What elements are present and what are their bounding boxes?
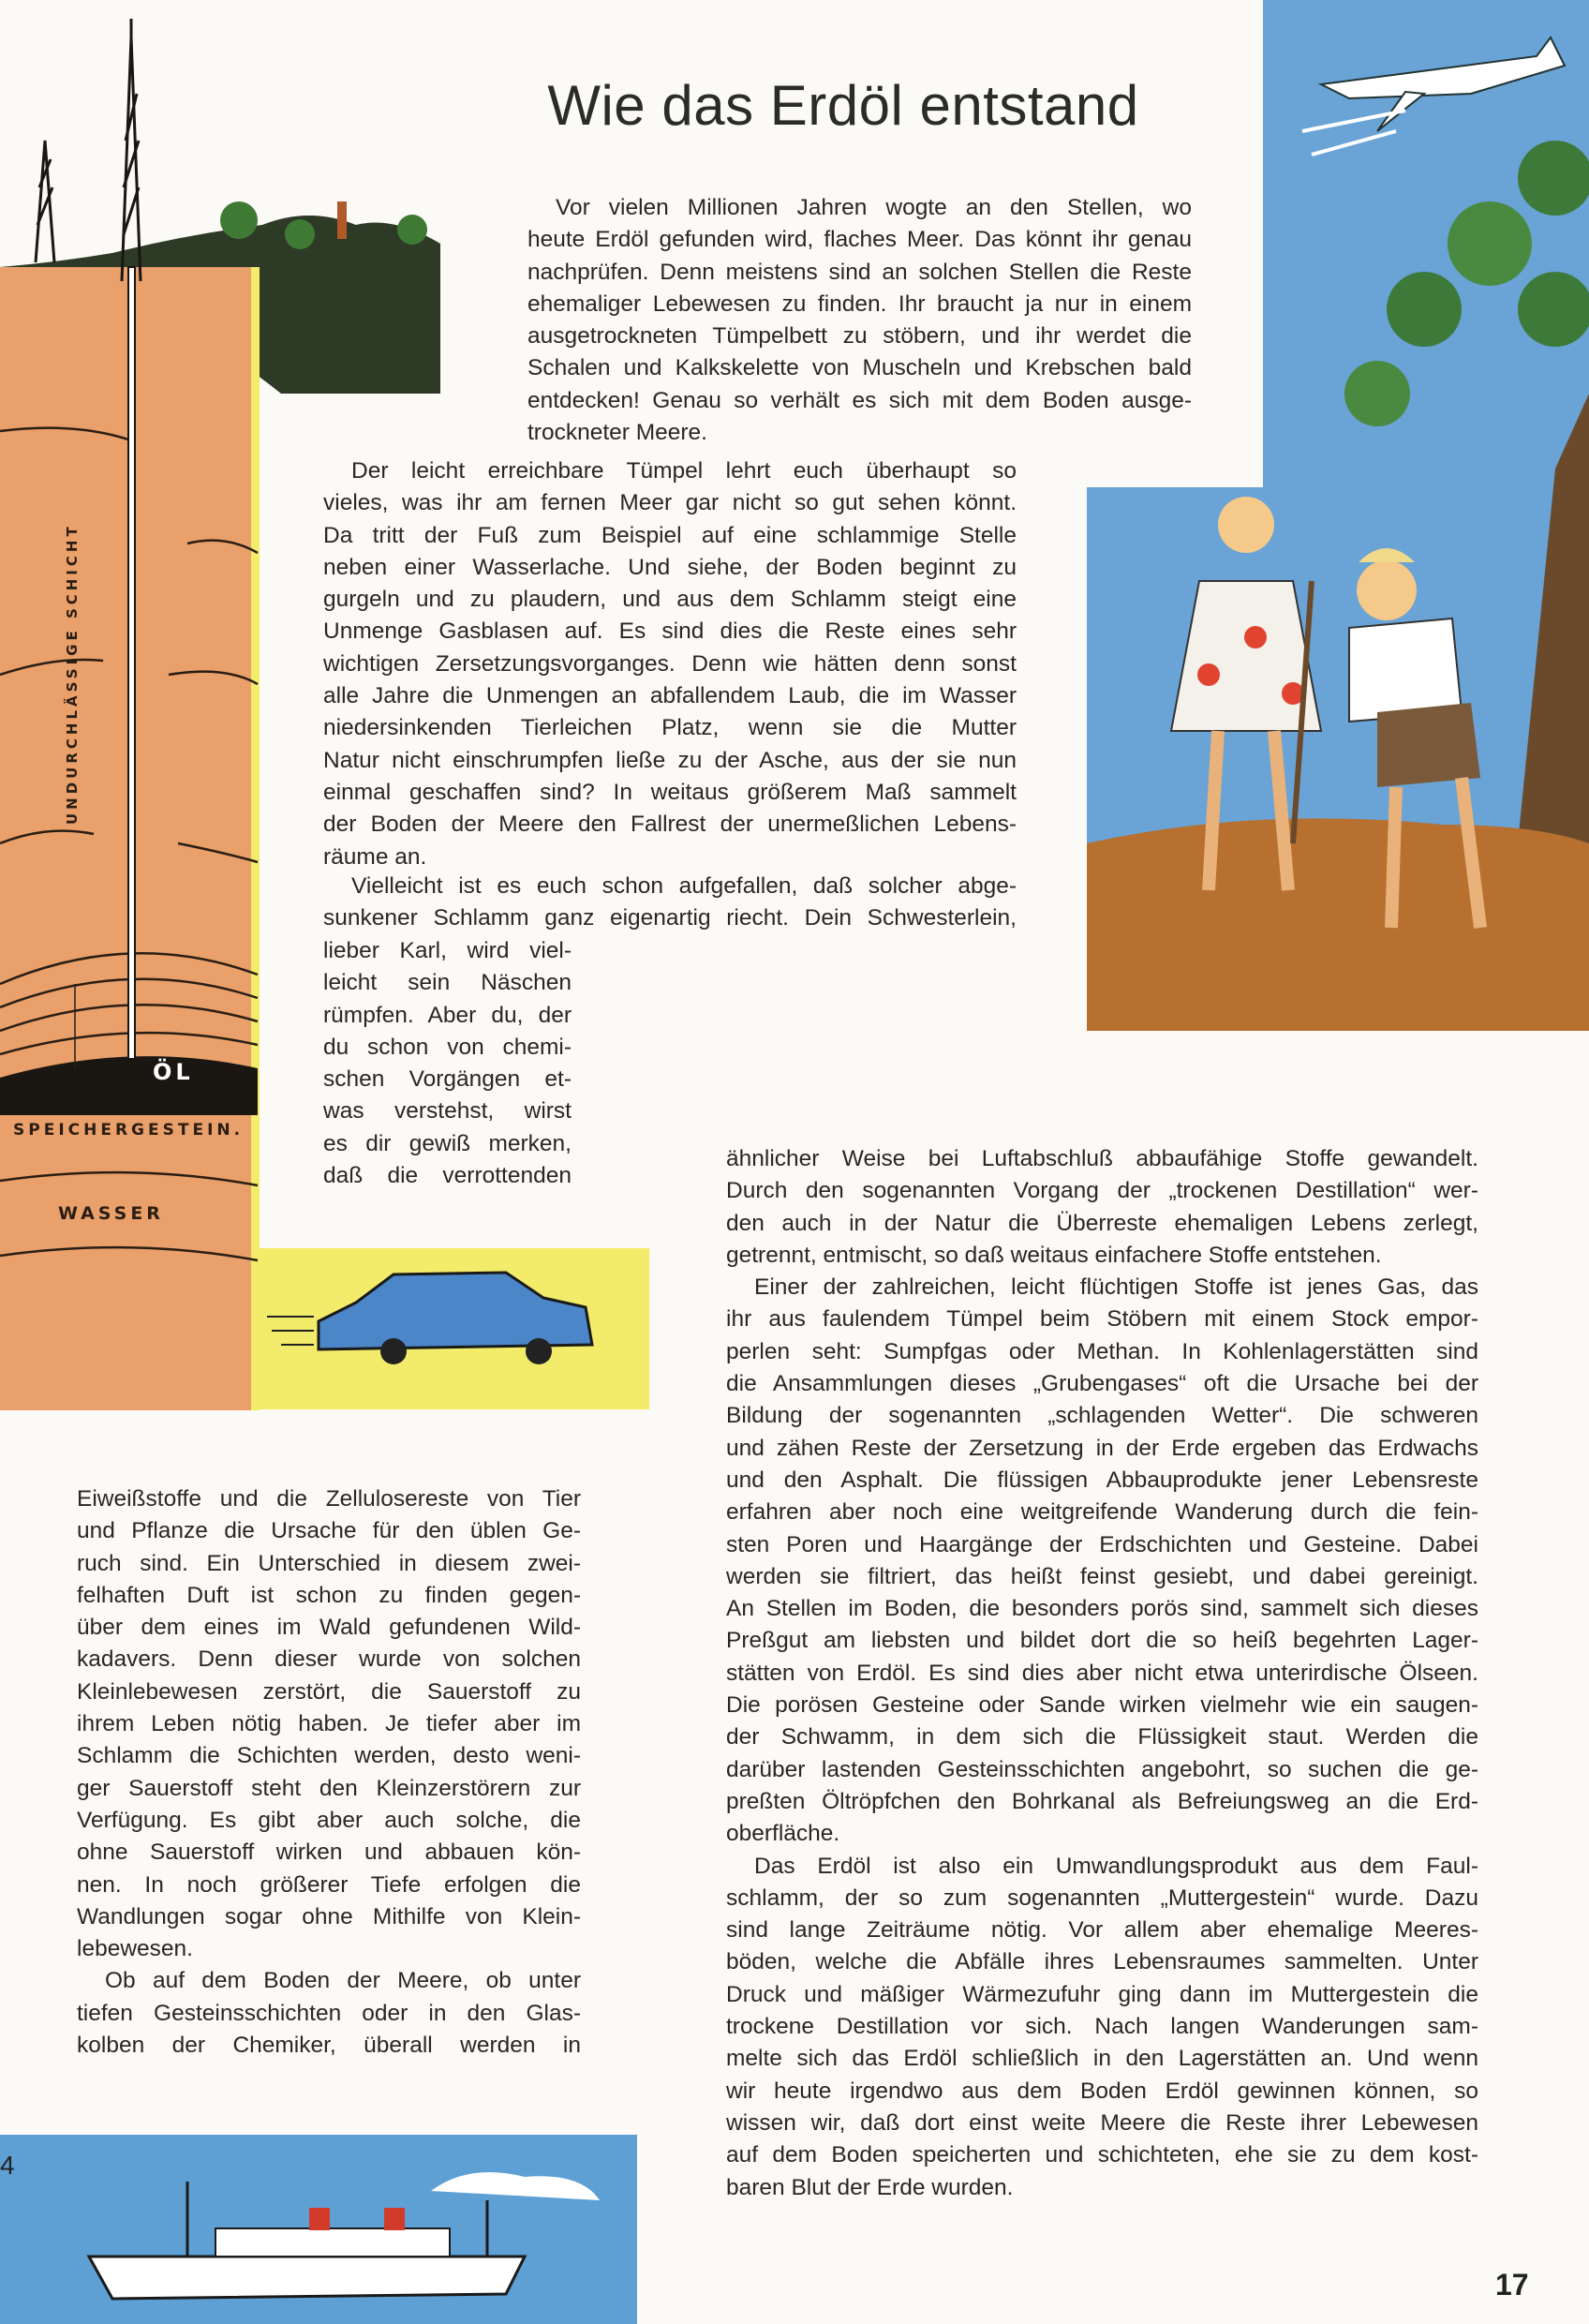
impermeable-layer-label: UNDURCHLÄSSIGE SCHICHT xyxy=(64,523,81,825)
text-line: du schon von chemi- xyxy=(323,1034,572,1060)
text-line: wir heute irgendwo aus dem Boden Erdöl gewinnen können, so xyxy=(726,2078,1478,2104)
text-line: Ob auf dem Boden der Meere, ob unter xyxy=(105,1968,581,1994)
text-line: der Schwamm, in dem sich die Flüssigkeit staut. Werden die xyxy=(726,1724,1478,1750)
text-line: Wandlungen sogar ohne Mithilfe von Klein- xyxy=(77,1903,581,1929)
text-line: nachprüfen. Denn meistens sind an solchen Stellen die Reste xyxy=(527,259,1192,285)
text-line: niedersinkenden Tierleichen Platz, wenn sie die Mutter xyxy=(323,715,1017,741)
derrick-large xyxy=(122,19,141,281)
text-line: trockneter Meere. xyxy=(527,420,707,446)
text-line: darüber lastenden Gesteinsschichten angebohrt, so suchen die ge- xyxy=(726,1756,1478,1782)
text-line: Druck und mäßiger Wärmezufuhr ging dann im Muttergestein die xyxy=(726,1981,1478,2007)
text-line: böden, welche die Abfälle ihres Lebensraumes sammelten. Unter xyxy=(726,1949,1478,1975)
text-line: Da tritt der Fuß zum Beispiel auf eine schlammige Stelle xyxy=(323,522,1017,548)
text-line: wichtigen Zersetzungsvorganges. Denn wie hätten denn sonst xyxy=(323,650,1017,677)
text-line: erfahren aber noch eine weitgreifende Wanderung durch die fein- xyxy=(726,1499,1478,1526)
derrick-small xyxy=(36,141,54,262)
text-line: schen Vorgängen et- xyxy=(323,1066,572,1093)
text-line: und zähen Reste der Zersetzung in der Erde ergeben das Erdwachs xyxy=(726,1435,1478,1461)
text-line: Bildung der sogenannten „schlagenden Wetter“. Die schweren xyxy=(726,1403,1478,1429)
text-line: Einer der zahlreichen, leicht flüchtigen Stoffe ist jenes Gas, das xyxy=(754,1274,1478,1301)
borehole xyxy=(128,267,135,1059)
text-line: baren Blut der Erde wurden. xyxy=(726,2174,1014,2200)
text-line: felhaften Duft ist schon zu finden gegen- xyxy=(77,1582,581,1608)
text-line: ausgetrockneten Tümpelbett zu stöbern, und ihr werdet die xyxy=(527,323,1192,350)
text-line: Vielleicht ist es euch schon aufgefallen, daß solcher abge- xyxy=(351,873,1017,899)
reservoir-rock-label: SPEICHERGESTEIN. xyxy=(13,1121,245,1140)
text-line: Vor vielen Millionen Jahren wogte an den Stellen, wo xyxy=(556,195,1192,220)
text-line: Eiweißstoffe und die Zellulosereste von Tier xyxy=(77,1486,581,1512)
text-line: sunkener Schlamm ganz eigenartig riecht. Dein Schwesterlein, xyxy=(323,905,1017,931)
text-line: nen. In noch größerer Tiefe erfolgen die xyxy=(77,1871,581,1898)
text-line: lebewesen. xyxy=(77,1936,193,1962)
text-line: Schalen und Kalkskelette von Muscheln und Krebschen bald xyxy=(527,355,1192,381)
text-line: den auch in der Natur die Überreste ehemaligen Lebens zerlegt, xyxy=(726,1210,1478,1236)
text-line: ihr aus faulendem Tümpel beim Stöbern mit einem Stock empor- xyxy=(726,1306,1478,1333)
text-line: leicht sein Näschen xyxy=(323,970,572,996)
ground xyxy=(1087,818,1589,1031)
text-line: stätten von Erdöl. Es sind dies aber nicht etwa unterirdische Ölseen. xyxy=(726,1660,1478,1686)
paragraph-1 xyxy=(527,192,1192,449)
text-line: Verfügung. Es gibt aber auch solche, die xyxy=(77,1807,581,1833)
text-line: neben einer Wasserlache. Und siehe, der Boden beginnt zu xyxy=(323,554,1017,580)
text-line: Natur nicht einschrumpfen ließe zu der Asche, aus der sie nun xyxy=(323,747,1017,773)
right-column-text xyxy=(726,1143,1478,2204)
text-line: ohne Sauerstoff wirken und abbauen kön- xyxy=(77,1840,581,1866)
text-line: über dem eines im Wald gefundenen Wild- xyxy=(77,1615,581,1641)
text-line: es dir gewiß merken, xyxy=(323,1130,572,1156)
children-scene-illustration xyxy=(1068,0,1589,1040)
left-column-text xyxy=(77,1483,581,2062)
text-line: Unmenge Gasblasen auf. Es sind dies die Reste eines sehr xyxy=(323,618,1017,645)
text-line: räume an. xyxy=(323,843,427,870)
text-line: ehemaliger Lebewesen zu finden. Ihr braucht ja nur in einem xyxy=(527,290,1192,317)
text-line: trockene Destillation vor sich. Nach langen Wanderungen sam- xyxy=(726,2014,1478,2040)
text-line: Die porösen Gesteine oder Sande wirken vielmehr wie ein saugen- xyxy=(726,1692,1478,1719)
text-line: kadavers. Denn dieser wurde von solchen xyxy=(77,1646,581,1673)
paragraph-3-narrow xyxy=(323,935,572,1192)
text-line: Das Erdöl ist also ein Umwandlungsprodukt aus dem Faul- xyxy=(754,1853,1478,1879)
text-line: Schlamm die Schichten werden, desto weni- xyxy=(77,1743,581,1769)
text-line: sind lange Zeiträume nötig. Vor allem aber ehemalige Meeres- xyxy=(726,1917,1478,1944)
text-line: sten Poren und Haargänge der Erdschichten und Gesteine. Dabei xyxy=(726,1531,1478,1557)
text-line: rümpfen. Aber du, der xyxy=(323,1002,572,1028)
text-line: ähnlicher Weise bei Luftabschluß abbaufähige Stoffe gewandelt. xyxy=(726,1146,1478,1171)
text-line: ger Sauerstoff steht den Kleinzerstörern zur xyxy=(77,1775,581,1801)
text-line: alle Jahre die Unmengen an abfallendem Laub, die im Wasser xyxy=(323,683,1017,709)
text-line: und den Asphalt. Die flüssigen Abbauprodukte jener Lebensreste xyxy=(726,1467,1478,1493)
page-title: Wie das Erdöl entstand xyxy=(547,74,1139,137)
text-line: perlen seht: Sumpfgas oder Methan. In Kohlenlagerstätten sind xyxy=(726,1338,1478,1364)
paragraph-2 xyxy=(323,455,1017,873)
text-line: getrennt, entmischt, so daß weitaus einfachere Stoffe entstehen. xyxy=(726,1242,1382,1268)
oil-label: ÖL xyxy=(153,1059,194,1085)
yellow-edge xyxy=(251,267,260,1410)
text-line: heute Erdöl gefunden wird, flaches Meer. Das könnt ihr genau xyxy=(527,227,1192,253)
text-line: schlamm, der so zum sogenannten „Muttergestein“ wurde. Dazu xyxy=(726,1885,1478,1911)
ship-illustration xyxy=(0,2135,637,2324)
text-line: tiefen Gesteinsschichten oder in den Glas- xyxy=(77,2000,581,2026)
text-line: An Stellen im Boden, die besonders porös sind, sammelt sich dieses xyxy=(726,1596,1478,1622)
text-line: Preßgut am liebsten und bildet dort die so heiß begehrten Lager- xyxy=(726,1628,1478,1654)
text-line: melte sich das Erdöl schließlich in den Lagerstätten an. Und wenn xyxy=(726,2046,1478,2072)
text-line: entdecken! Genau so verhält es sich mit dem Boden ausge- xyxy=(527,387,1192,413)
text-line: auf dem Boden speicherten und schichteten, ehe sie zu dem kost- xyxy=(726,2142,1478,2168)
page-number: 17 xyxy=(1495,2268,1529,2302)
text-line: oberfläche. xyxy=(726,1821,840,1847)
text-line: vieles, was ihr am fernen Meer gar nicht so gut sehen könnt. xyxy=(323,490,1017,516)
text-line: ruch sind. Ein Unterschied in diesem zwei- xyxy=(77,1550,581,1576)
paragraph-3-wide xyxy=(323,871,1017,935)
text-line: Der leicht erreichbare Tümpel lehrt euch überhaupt so xyxy=(351,458,1017,484)
text-line: ihrem Leben nötig haben. Je tiefer aber im xyxy=(77,1711,581,1737)
text-line: und Pflanze die Ursache für den üblen Ge- xyxy=(77,1518,581,1544)
text-line: was verstehst, wirst xyxy=(323,1098,572,1125)
text-line: die Ansammlungen dieses „Grubengases“ oft die Ursache bei der xyxy=(726,1371,1478,1397)
water-label: WASSER xyxy=(58,1203,164,1224)
text-line: einmal geschaffen sind? In weitaus größerem Maß sammelt xyxy=(323,779,1017,805)
text-line: lieber Karl, wird viel- xyxy=(323,938,572,963)
text-line: daß die verrottenden xyxy=(323,1163,572,1189)
text-line: der Boden der Meere den Fallrest der unermeßlichen Lebens- xyxy=(323,812,1017,838)
text-line: Durch den sogenannten Vorgang der „trockenen Destillation“ wer- xyxy=(726,1178,1478,1204)
text-line: preßten Öltröpfchen den Bohrkanal als Befreiungsweg an die Erd- xyxy=(726,1788,1478,1814)
text-line: kolben der Chemiker, überall werden in xyxy=(77,2033,581,2059)
text-line: Kleinlebewesen zerstört, die Sauerstoff zu xyxy=(77,1678,581,1705)
text-line: werden sie filtriert, das heißt feinst gesiebt, und dabei gereinigt. xyxy=(726,1563,1478,1589)
previous-page-number: 4 xyxy=(0,2151,15,2180)
text-line: gurgeln und zu plaudern, und aus dem Schlamm steigt eine xyxy=(323,587,1017,613)
text-line: wissen wir, daß dort einst weite Meere die Reste ihrer Lebewesen xyxy=(726,2109,1478,2136)
